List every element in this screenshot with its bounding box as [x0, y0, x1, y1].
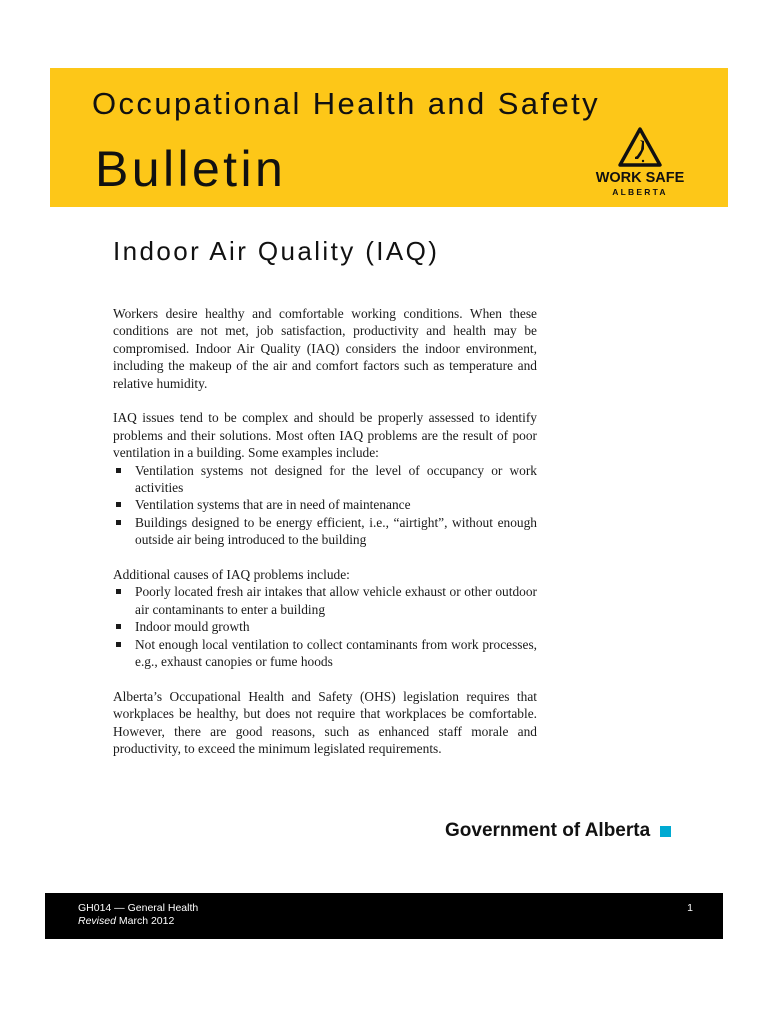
- logo-text-work-safe: WORK SAFE: [595, 170, 685, 186]
- paragraph-intro: Workers desire healthy and comfortable working conditions. When these conditions are not met, job satisfaction, productivity and health may be compromised. Indoor Air Quality (IAQ) considers the indoor environment, including the makeup of the air and comfort factors such as temperature and relative humidity.: [113, 306, 537, 391]
- list-item: Ventilation systems that are in need of maintenance: [113, 496, 537, 513]
- bulletin-body: [113, 305, 537, 775]
- document-title: Indoor Air Quality (IAQ): [113, 236, 440, 266]
- logo-text-alberta: ALBERTA: [612, 187, 668, 197]
- ventilation-examples-list: [113, 462, 537, 549]
- work-safe-alberta-logo: [585, 126, 695, 201]
- list-item: Indoor mould growth: [113, 618, 537, 635]
- revised-date: March 2012: [118, 915, 175, 927]
- bulletin-heading: Bulletin: [95, 141, 287, 197]
- list-item: Poorly located fresh air intakes that allow vehicle exhaust or other outdoor air contaminants to enter a building: [113, 583, 537, 618]
- footer-document-code: GH014 — General Health: [78, 902, 199, 914]
- bullet-icon: [116, 624, 121, 629]
- additional-causes-list: [113, 583, 537, 670]
- paragraph-legislation: Alberta’s Occupational Health and Safety (OHS) legislation requires that workplaces be healthy, but does not require that workplaces be comfortable. However, there are good reasons, such as enhanced staff morale and productivity, to exceed the minimum legislated requirements.: [113, 688, 537, 757]
- footer-revised: [78, 915, 174, 927]
- revised-label: Revised: [78, 915, 116, 927]
- page-footer: [45, 893, 723, 939]
- blue-square-icon: [660, 826, 671, 837]
- bullet-icon: [116, 642, 121, 647]
- paragraph-iaq-issues: IAQ issues tend to be complex and should be properly assessed to identify problems and their solutions. Most often IAQ problems are the result of poor ventilation in a building. Some examples include:: [113, 410, 537, 461]
- list-item: Ventilation systems not designed for the level of occupancy or work activities: [113, 462, 537, 497]
- gov-logo-text: Government of Alberta: [445, 820, 651, 841]
- bullet-icon: [116, 520, 121, 525]
- list-item: Buildings designed to be energy efficient, i.e., “airtight”, without enough outside air being introduced to the building: [113, 514, 537, 549]
- list-item: Not enough local ventilation to collect contaminants from work processes, e.g., exhaust canopies or fume hoods: [113, 636, 537, 671]
- bullet-icon: [116, 468, 121, 473]
- government-of-alberta-logo: [445, 820, 671, 842]
- header-banner: [50, 68, 728, 207]
- bullet-icon: [116, 589, 121, 594]
- paragraph-additional-causes: Additional causes of IAQ problems include:: [113, 567, 350, 583]
- bullet-icon: [116, 502, 121, 507]
- warning-triangle-icon: [617, 126, 663, 168]
- header-title: Occupational Health and Safety: [92, 86, 600, 121]
- page-number: 1: [687, 902, 693, 914]
